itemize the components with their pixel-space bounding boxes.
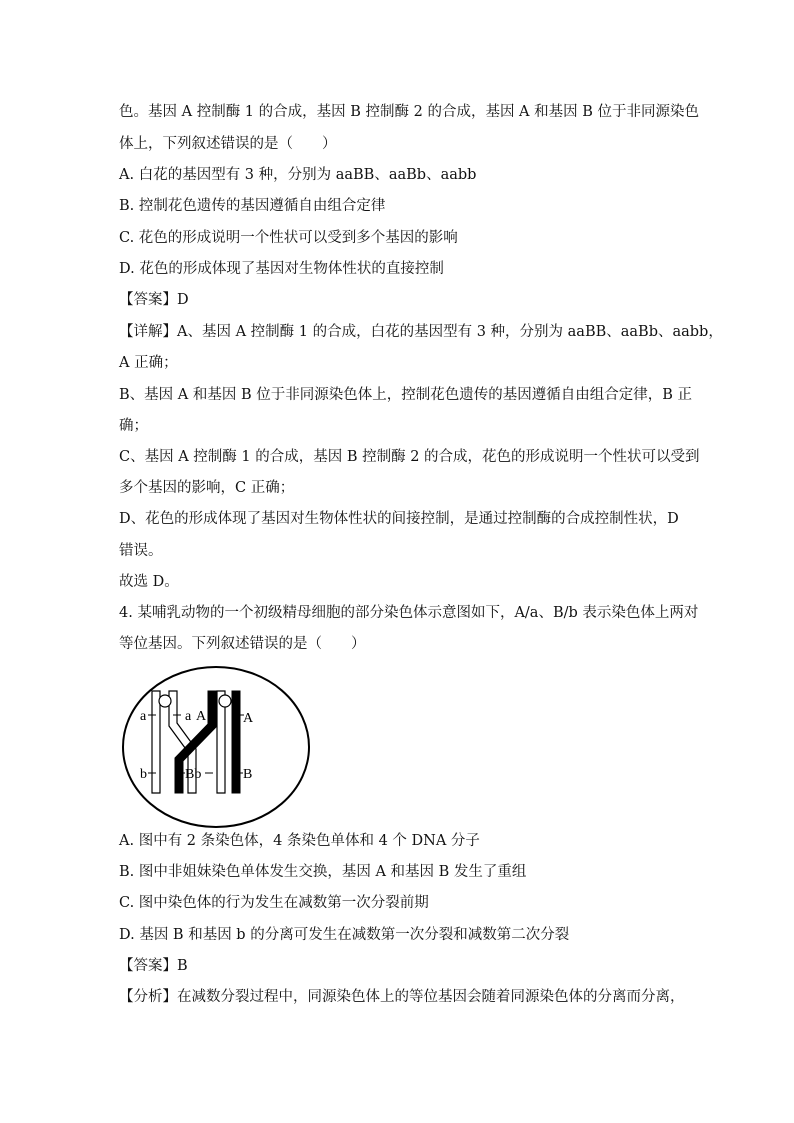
centromere-white	[159, 695, 171, 707]
answer-label: 【答案】D	[119, 292, 189, 308]
explanation-line-2: A 正确；	[119, 355, 178, 371]
explanation-line-4: 确；	[119, 418, 148, 434]
q4-option-a: A. 图中有 2 条染色体，4 条染色单体和 4 个 DNA 分子	[119, 833, 480, 849]
explanation-line-5: C、基因 A 控制酶 1 的合成，基因 B 控制酶 2 的合成，花色的形成说明一个性状可以受到	[119, 449, 700, 465]
centromere-black	[219, 695, 231, 707]
chromosome-diagram	[121, 665, 311, 830]
gene-label-Bb: Bb	[185, 767, 202, 782]
q4-option-b: B. 图中非姐妹染色单体发生交换，基因 A 和基因 B 发生了重组	[119, 864, 527, 880]
option-d: D. 花色的形成体现了基因对生物体性状的直接控制	[119, 261, 444, 277]
gene-label-a2: a	[185, 709, 192, 724]
explanation-line-8: 错误。	[119, 543, 163, 559]
gene-label-B2: B	[243, 767, 253, 782]
gene-label-b1: b	[140, 767, 147, 782]
chromosome-diagram-svg	[121, 665, 311, 830]
question-stem-line-1: 色。基因 A 控制酶 1 的合成，基因 B 控制酶 2 的合成，基因 A 和基因 B 位于非同源染色	[119, 104, 700, 120]
gene-label-a1: a	[140, 709, 147, 724]
question-4-line-2: 等位基因。下列叙述错误的是（ ）	[119, 636, 366, 652]
chromatid-black-2	[232, 691, 240, 793]
option-a: A. 白花的基因型有 3 种，分别为 aaBB、aaBb、aabb	[119, 167, 477, 183]
explanation-line-3: B、基因 A 和基因 B 位于非同源染色体上，控制花色遗传的基因遵循自由组合定律，B 正	[119, 387, 692, 403]
q4-answer: 【答案】B	[119, 958, 188, 974]
explanation-line-7: D、花色的形成体现了基因对生物体性状的间接控制，是通过控制酶的合成控制性状，D	[119, 511, 679, 527]
conclusion: 故选 D。	[119, 574, 179, 590]
q4-option-d: D. 基因 B 和基因 b 的分离可发生在减数第一次分裂和减数第二次分裂	[119, 927, 570, 943]
q4-analysis: 【分析】在减数分裂过程中，同源染色体上的等位基因会随着同源染色体的分离而分离，	[119, 989, 685, 1005]
option-c: C. 花色的形成说明一个性状可以受到多个基因的影响	[119, 230, 458, 246]
explanation-line-6: 多个基因的影响，C 正确；	[119, 480, 295, 496]
explanation-line-1: 【详解】A、基因 A 控制酶 1 的合成，白花的基因型有 3 种，分别为 aaBB、aaBb、aabb，	[119, 324, 723, 340]
gene-label-A1: A	[196, 709, 207, 724]
question-stem-line-2: 体上，下列叙述错误的是（ ）	[119, 136, 337, 152]
chromatid-white-1	[152, 691, 160, 793]
gene-label-A2: A	[243, 711, 254, 726]
q4-option-c: C. 图中染色体的行为发生在减数第一次分裂前期	[119, 895, 429, 911]
option-b: B. 控制花色遗传的基因遵循自由组合定律	[119, 198, 386, 214]
question-4-line-1: 4. 某哺乳动物的一个初级精母细胞的部分染色体示意图如下，A/a、B/b 表示染色体上两对	[119, 605, 699, 621]
